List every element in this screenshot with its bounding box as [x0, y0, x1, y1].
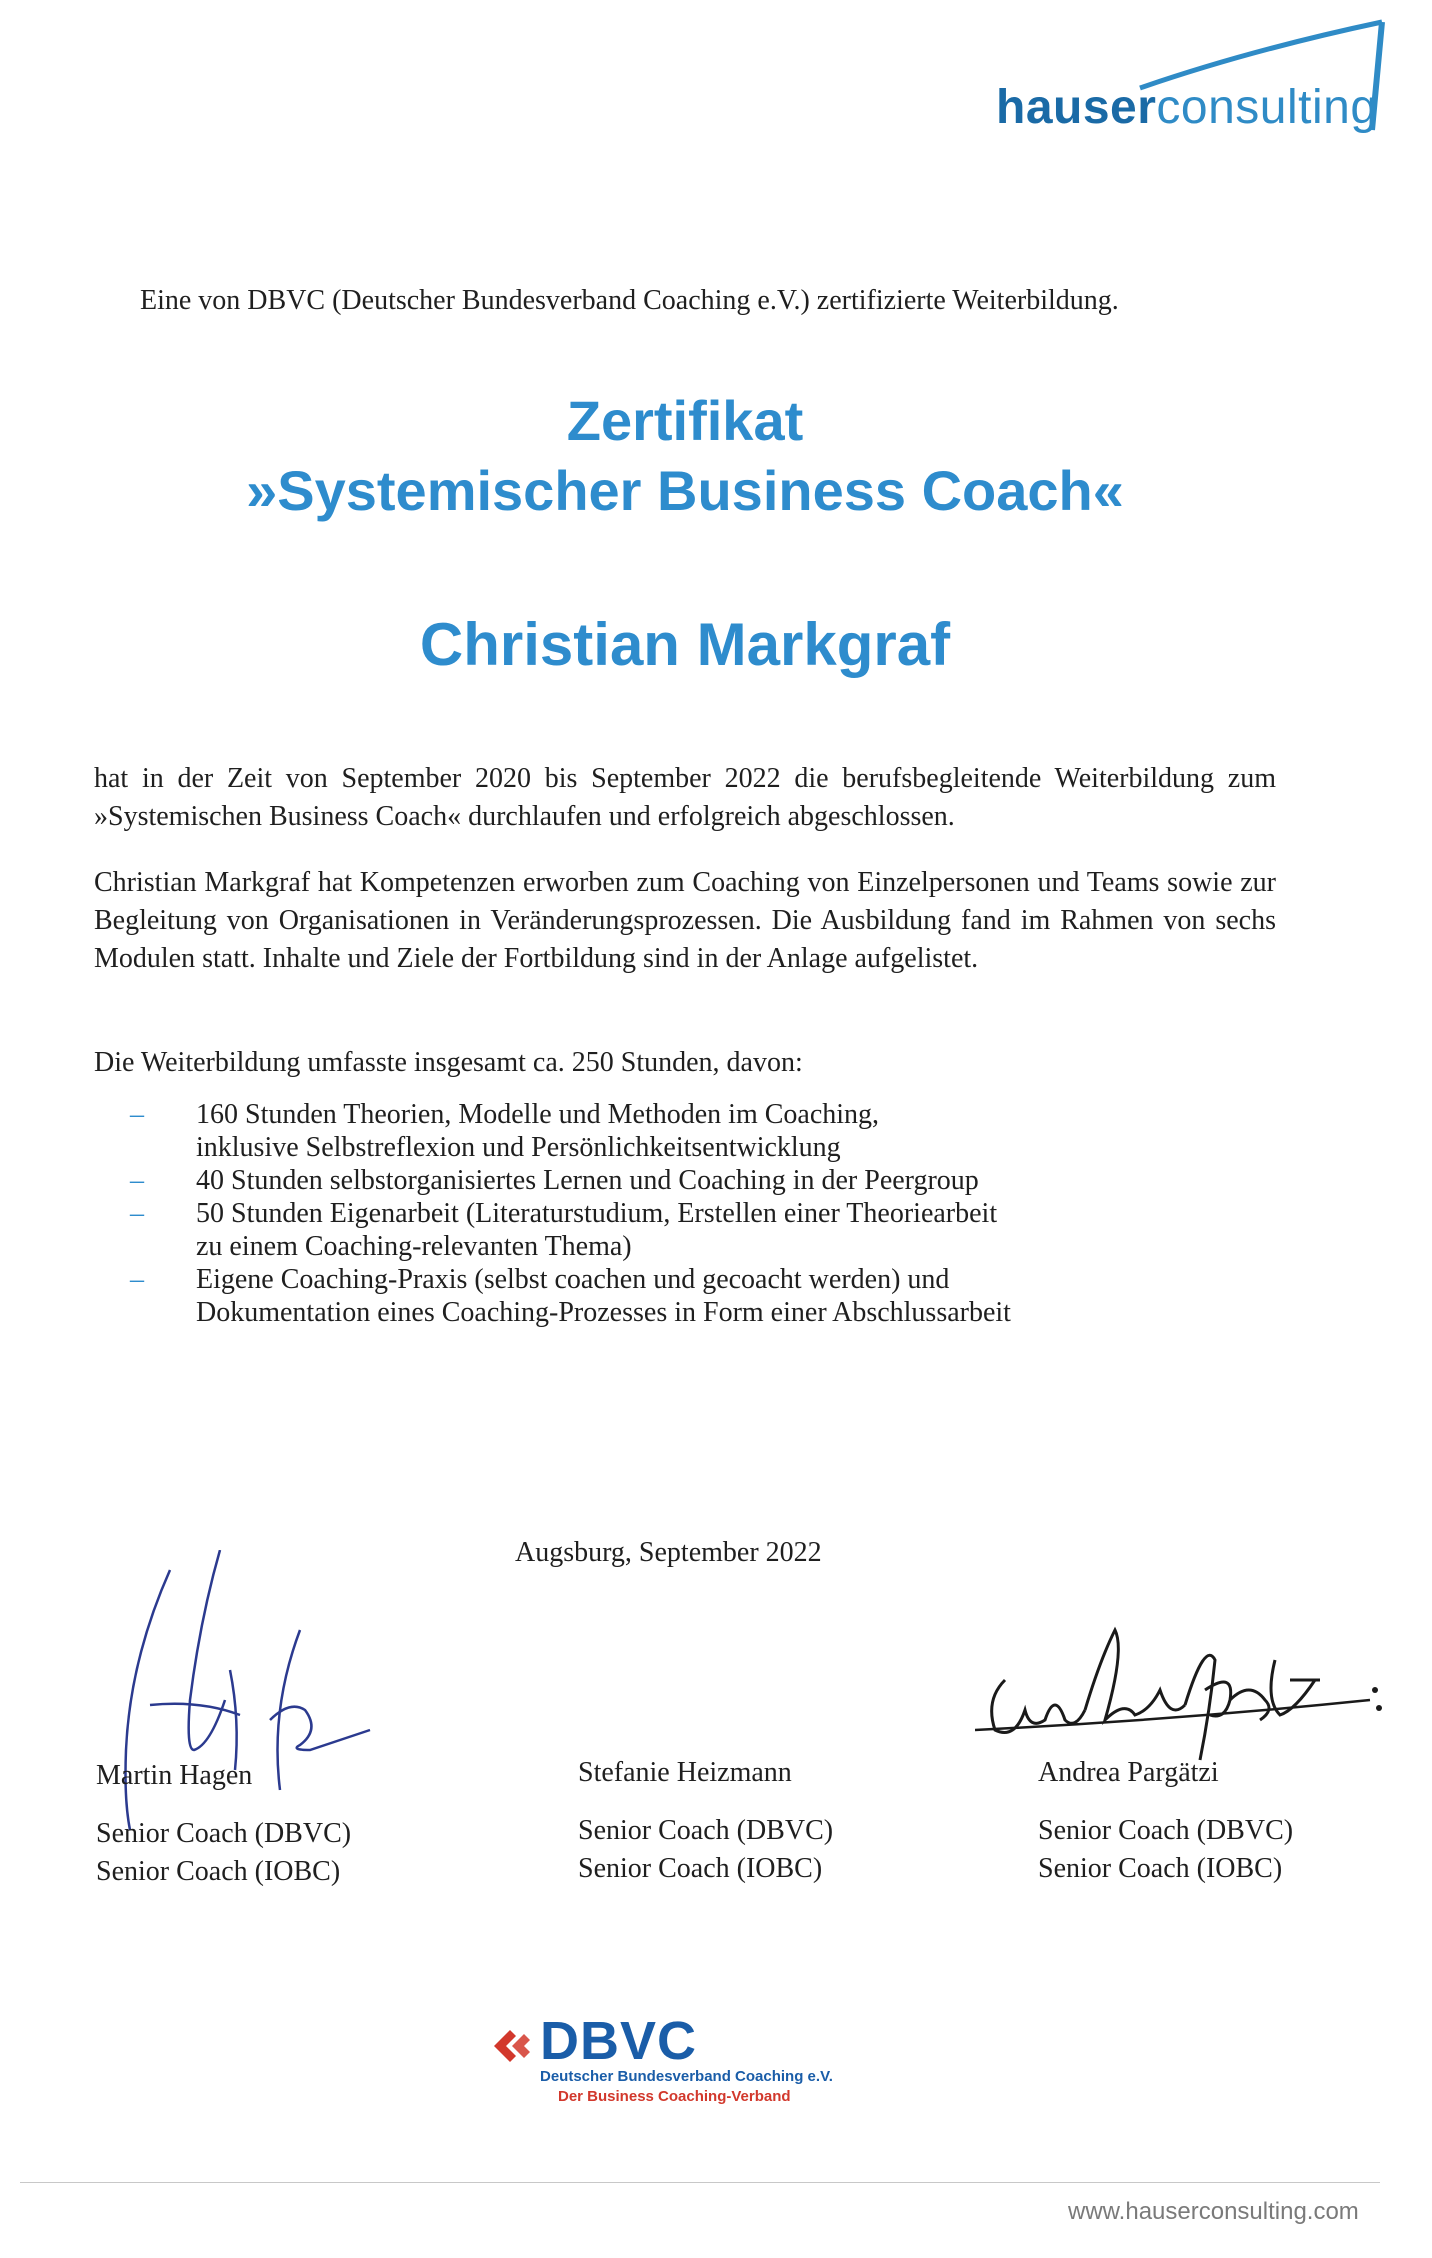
list-dash: –	[130, 1099, 144, 1130]
list-dash: –	[130, 1165, 144, 1196]
list-item-line: 160 Stunden Theorien, Modelle und Methoden im Coaching,	[196, 1099, 880, 1130]
list-item	[94, 1098, 1194, 1164]
dbvc-logo	[490, 2010, 910, 2110]
footer-url[interactable]: www.hauserconsulting.com	[1068, 2198, 1359, 2225]
hauserconsulting-logo	[990, 10, 1390, 150]
signatory-andrea-pargaetzi	[1038, 1754, 1293, 1888]
signatory-stefanie-heizmann	[578, 1754, 833, 1888]
signatory-martin-hagen	[96, 1757, 351, 1891]
list-item-line: zu einem Coaching-relevanten Thema)	[196, 1231, 632, 1262]
signatory-role: Senior Coach (DBVC)	[578, 1815, 834, 1846]
place-date: Augsburg, September 2022	[515, 1537, 822, 1568]
signatory-name: Andrea Pargätzi	[1038, 1757, 1219, 1788]
list-dash: –	[130, 1198, 144, 1229]
list-item-line: Dokumentation eines Coaching-Prozesses in Form einer Abschlussarbeit	[196, 1297, 1011, 1328]
list-item	[94, 1164, 1194, 1197]
paragraph-completion: hat in der Zeit von September 2020 bis September 2022 die berufsbegleitende Weiterbildung zum »Systemischen Business Coach« durchlaufen und erfolgreich abgeschlossen.	[94, 763, 1276, 832]
signatory-role: Senior Coach (DBVC)	[1038, 1815, 1294, 1846]
certificate-subtitle: »Systemischer Business Coach«	[246, 459, 1124, 522]
signatory-role: Senior Coach (DBVC)	[96, 1818, 352, 1849]
list-item-line: inklusive Selbstreflexion und Persönlichkeitsentwicklung	[196, 1132, 841, 1163]
signatory-role: Senior Coach (IOBC)	[1038, 1853, 1283, 1884]
list-item-line: 40 Stunden selbstorganisiertes Lernen und Coaching in der Peergroup	[196, 1165, 979, 1196]
list-dash: –	[130, 1264, 144, 1295]
dbvc-tagline-1: Deutscher Bundesverband Coaching e.V.	[540, 2068, 833, 2085]
signatory-role: Senior Coach (IOBC)	[96, 1856, 341, 1887]
hours-list	[94, 1098, 1194, 1329]
certificate-title: Zertifikat	[566, 389, 804, 452]
dbvc-wordmark: DBVC	[540, 2011, 698, 2071]
dbvc-mark-icon	[490, 2024, 534, 2068]
signatory-role: Senior Coach (IOBC)	[578, 1853, 823, 1884]
intro-text: Eine von DBVC (Deutscher Bundesverband Coaching e.V.) zertifizierte Weiterbildung.	[140, 285, 1119, 316]
dbvc-tagline-2: Der Business Coaching-Verband	[558, 2088, 791, 2105]
list-item	[94, 1197, 1194, 1263]
list-item-line: Eigene Coaching-Praxis (selbst coachen und gecoacht werden) und	[196, 1264, 950, 1295]
recipient-name: Christian Markgraf	[419, 611, 951, 678]
list-item-line: 50 Stunden Eigenarbeit (Literaturstudium, Erstellen einer Theoriearbeit	[196, 1198, 998, 1229]
signatory-name: Stefanie Heizmann	[578, 1757, 792, 1788]
paragraph-competencies: Christian Markgraf hat Kompetenzen erworben zum Coaching von Einzelpersonen und Teams sowie zur Begleitung von Organisationen in Veränderungsprozessen. Die Ausbildung fand im Rahmen von sechs Modulen statt. Inhalte und Ziele der Fortbildung sind in der Anlage aufgelistet.	[94, 867, 1276, 974]
list-item	[94, 1263, 1194, 1329]
footer-divider	[20, 2182, 1380, 2183]
logo-text-bold: hauser	[996, 81, 1157, 134]
paragraph-hours: Die Weiterbildung umfasste insgesamt ca. 250 Stunden, davon:	[94, 1047, 803, 1078]
signatory-name: Martin Hagen	[96, 1760, 253, 1791]
logo-text-light: consulting	[1156, 81, 1378, 134]
